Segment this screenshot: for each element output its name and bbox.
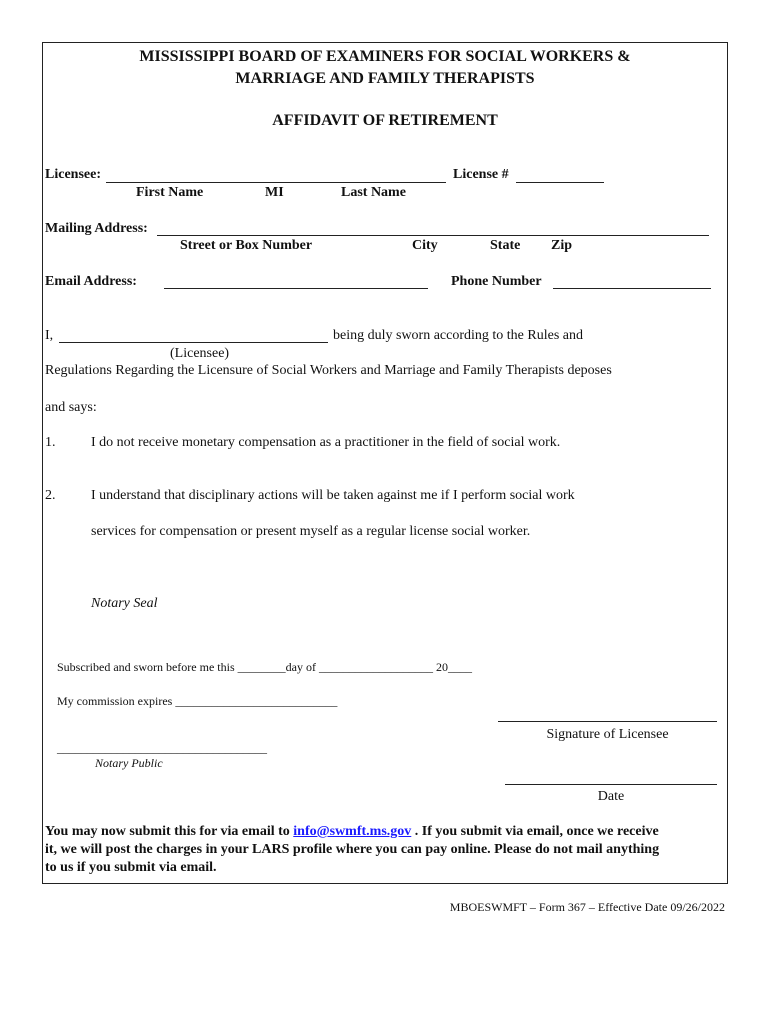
submit-note-line-2: it, we will post the charges in your LARS profile where you can pay online. Please do not mail anything bbox=[45, 842, 660, 857]
date-line[interactable] bbox=[505, 784, 717, 785]
state-caption: State bbox=[490, 238, 521, 253]
submit-note-line-1 bbox=[45, 824, 659, 840]
phone-number-label: Phone Number bbox=[451, 274, 542, 289]
email-address-line[interactable] bbox=[164, 288, 428, 289]
title-line-2: MARRIAGE AND FAMILY THERAPISTS bbox=[235, 70, 535, 87]
last-name-caption: Last Name bbox=[341, 185, 406, 200]
notary-public-label: Notary Public bbox=[95, 756, 163, 770]
submit-note-line-3: to us if you submit via email. bbox=[45, 860, 217, 875]
licensee-caption: (Licensee) bbox=[170, 346, 230, 361]
city-caption: City bbox=[412, 238, 438, 253]
licensee-label: Licensee: bbox=[45, 167, 101, 182]
item-2-text-continued: services for compensation or present myself as a regular license social worker. bbox=[91, 524, 531, 539]
subscribed-sworn-line: Subscribed and sworn before me this ________day of ___________________ 20____ bbox=[57, 660, 472, 674]
commission-expires-line: My commission expires ___________________________ bbox=[57, 694, 338, 708]
notary-seal-label: Notary Seal bbox=[91, 596, 158, 611]
oath-i-label: I, bbox=[45, 328, 54, 343]
oath-line-2: Regulations Regarding the Licensure of Social Workers and Marriage and Family Therapists deposes bbox=[45, 363, 612, 378]
license-number-line[interactable] bbox=[516, 182, 604, 183]
license-number-label: License # bbox=[453, 167, 509, 182]
item-2-text: I understand that disciplinary actions will be taken against me if I perform social work bbox=[91, 488, 575, 503]
email-address-label: Email Address: bbox=[45, 274, 137, 289]
item-1-number: 1. bbox=[45, 435, 56, 450]
mailing-address-line[interactable] bbox=[157, 235, 709, 236]
mi-caption: MI bbox=[265, 185, 284, 200]
zip-caption: Zip bbox=[551, 238, 573, 253]
board-email-link[interactable]: info@swmft.ms.gov bbox=[293, 824, 412, 839]
form-id-footer: MBOESWMFT – Form 367 – Effective Date 09/26/2022 bbox=[449, 900, 725, 914]
mailing-address-label: Mailing Address: bbox=[45, 221, 148, 236]
oath-licensee-line[interactable] bbox=[59, 342, 328, 343]
phone-number-line[interactable] bbox=[553, 288, 711, 289]
form-title: AFFIDAVIT OF RETIREMENT bbox=[272, 112, 498, 129]
signature-of-licensee-label: Signature of Licensee bbox=[546, 727, 669, 742]
date-label: Date bbox=[597, 789, 625, 804]
item-1-text: I do not receive monetary compensation as a practitioner in the field of social work. bbox=[91, 435, 561, 450]
oath-line-3: and says: bbox=[45, 400, 97, 415]
item-2-number: 2. bbox=[45, 488, 56, 503]
submit-note-part-2: . If you submit via email, once we receive bbox=[411, 824, 659, 839]
licensee-signature-line[interactable] bbox=[498, 721, 717, 722]
notary-public-line[interactable]: ___________________________________ bbox=[57, 741, 267, 755]
submit-note-part-1: You may now submit this for via email to bbox=[45, 824, 294, 839]
first-name-caption: First Name bbox=[136, 185, 204, 200]
oath-sworn-text: being duly sworn according to the Rules and bbox=[333, 328, 584, 343]
title-line-1: MISSISSIPPI BOARD OF EXAMINERS FOR SOCIAL WORKERS & bbox=[139, 48, 631, 65]
licensee-name-line[interactable] bbox=[106, 182, 446, 183]
street-caption: Street or Box Number bbox=[180, 238, 313, 253]
